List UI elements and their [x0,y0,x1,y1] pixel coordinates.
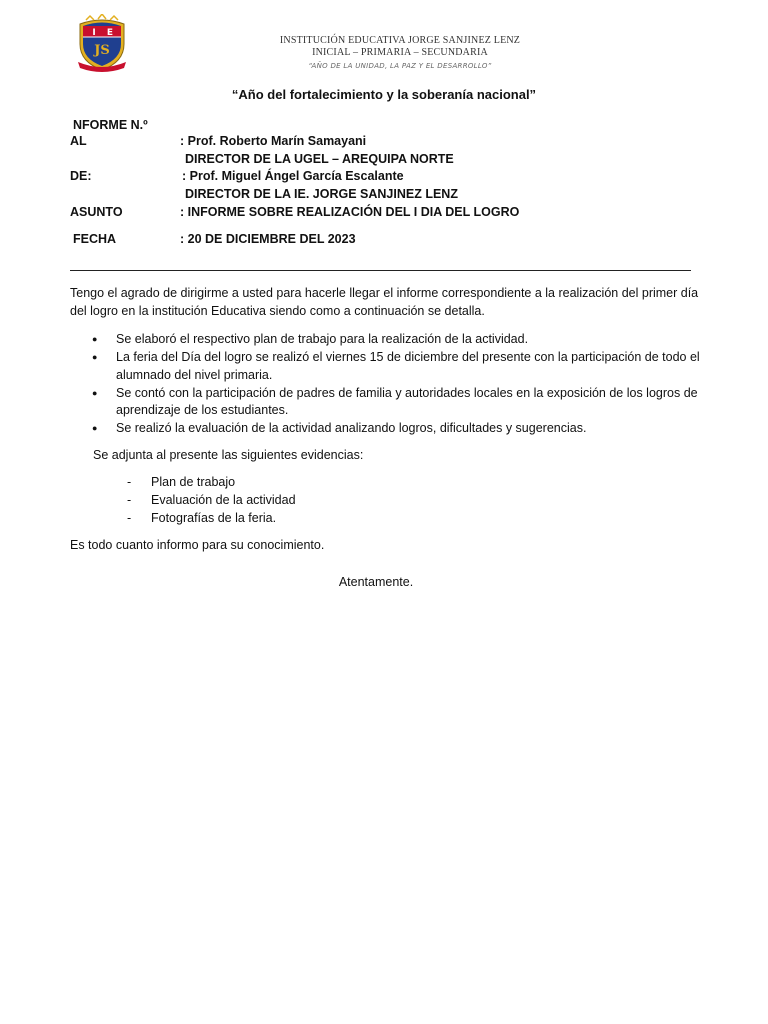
bullet-item: ● Se realizó la evaluación de la actividad analizando logros, dificultades y sugerencias. [70,420,710,438]
subject-text: : INFORME SOBRE REALIZACIÓN DEL I DIA DEL LOGRO [180,205,520,219]
institution-name: INSTITUCIÓN EDUCATIVA JORGE SANJINEZ LENZ [279,35,521,46]
crest-letter-i: I [92,28,96,38]
intro-paragraph: Tengo el agrado de dirigirme a usted para hacerle llegar el informe correspondiente a la realización del primer día del logro en la institución Educativa siendo como a continuación se detalla. [70,286,699,318]
report-number-label: NFORME N.º [73,118,148,132]
education-levels: INICIAL – PRIMARIA – SECUNDARIA [312,47,488,58]
sender-name: : Prof. Miguel Ángel García Escalante [182,169,404,183]
evidence-item: - Evaluación de la actividad [125,492,296,510]
recipient-position: DIRECTOR DE LA UGEL – AREQUIPA NORTE [185,152,454,166]
evidence-intro: Se adjunta al presente las siguientes evidencias: [93,448,364,462]
bullet-item: ● Se elaboró el respectivo plan de trabajo para la realización de la actividad. [70,331,710,349]
letterhead [250,35,550,72]
school-crest-logo [76,14,128,72]
activity-bullet-list [70,331,710,438]
sign-off: Atentamente. [338,575,414,589]
bullet-item: ● La feria del Día del logro se realizó el viernes 15 de diciembre del presente con la participación de todo el alumnado del nivel primaria. [70,349,710,384]
evidence-item: - Plan de trabajo [125,474,296,492]
recipient-label: AL [70,134,87,148]
crest-letters-js: JS [94,43,110,58]
closing-sentence: Es todo cuanto informo para su conocimiento. [70,538,325,552]
sender-label: DE: [70,169,92,183]
institution-motto: “AÑO DE LA UNIDAD, LA PAZ Y EL DESARROLLO” [308,62,492,70]
date-label: FECHA [73,232,117,246]
separator-line [70,270,691,271]
subject-label: ASUNTO [70,205,123,219]
evidence-item: - Fotografías de la feria. [125,510,296,528]
date-text: : 20 DE DICIEMBRE DEL 2023 [180,232,356,246]
evidence-list [125,474,296,527]
year-title: “Año del fortalecimiento y la soberanía nacional” [231,87,537,102]
crest-letter-e: E [106,28,114,38]
bullet-item: ● Se contó con la participación de padres de familia y autoridades locales en la exposición de los logros de aprendizaje de los estudiantes. [70,385,710,420]
recipient-name: : Prof. Roberto Marín Samayani [180,134,367,148]
sender-position: DIRECTOR DE LA IE. JORGE SANJINEZ LENZ [185,187,458,201]
